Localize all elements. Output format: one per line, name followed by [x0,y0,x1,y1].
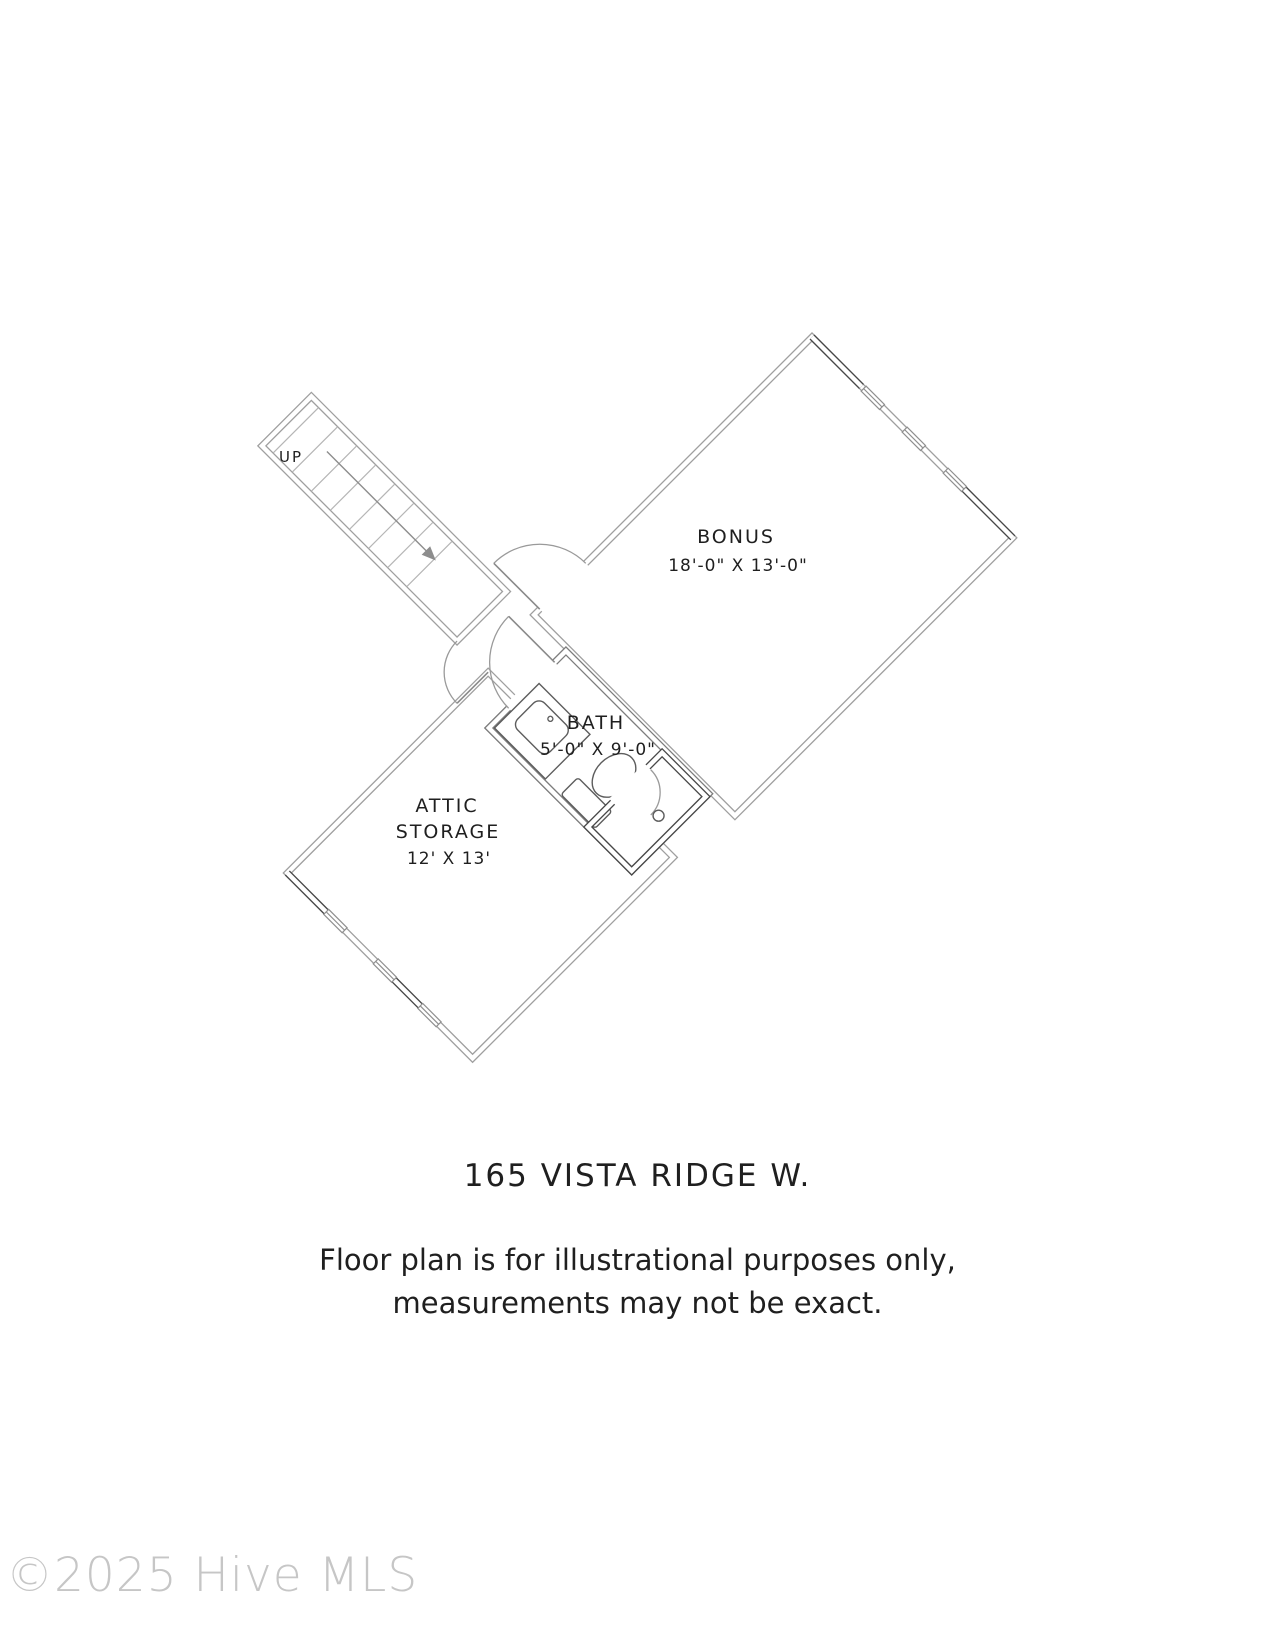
stairs-up-label: UP [278,448,304,466]
property-address: 165 VISTA RIDGE W. [463,1158,812,1194]
attic-label-line1: ATTIC [415,795,479,817]
attic-window [373,959,396,982]
attic-window [324,909,347,932]
attic-label-line2: STORAGE [395,821,501,843]
bonus-door-opening [536,560,589,613]
bath-label: BATH [566,712,626,734]
shower-entry-opening [609,763,651,805]
bath-door-leaf [509,616,555,662]
attic-door-leaf [457,672,488,703]
mls-copyright-watermark: ©2025 Hive MLS [6,1548,419,1603]
bonus-window [861,386,884,409]
attic-door-arc [426,641,488,703]
bonus-window [943,468,966,491]
bonus-room-dimensions: 18'-0" X 13'-0" [668,556,808,576]
attic-door [426,641,488,703]
attic-window [418,1003,441,1026]
disclaimer-line2: measurements may not be exact. [392,1286,883,1320]
bath-dimensions: 5'-0" X 9'-0" [540,740,656,760]
bonus-room [488,289,1015,816]
bonus-window [902,427,925,450]
attic-dimensions: 12' X 13' [406,849,492,869]
rotated-plan-group [59,114,1016,1071]
bath-door-opening [505,659,558,712]
disclaimer-line1: Floor plan is for illustrational purposes only, [319,1243,956,1277]
bonus-room-label: BONUS [697,526,775,548]
staircase [262,396,507,641]
